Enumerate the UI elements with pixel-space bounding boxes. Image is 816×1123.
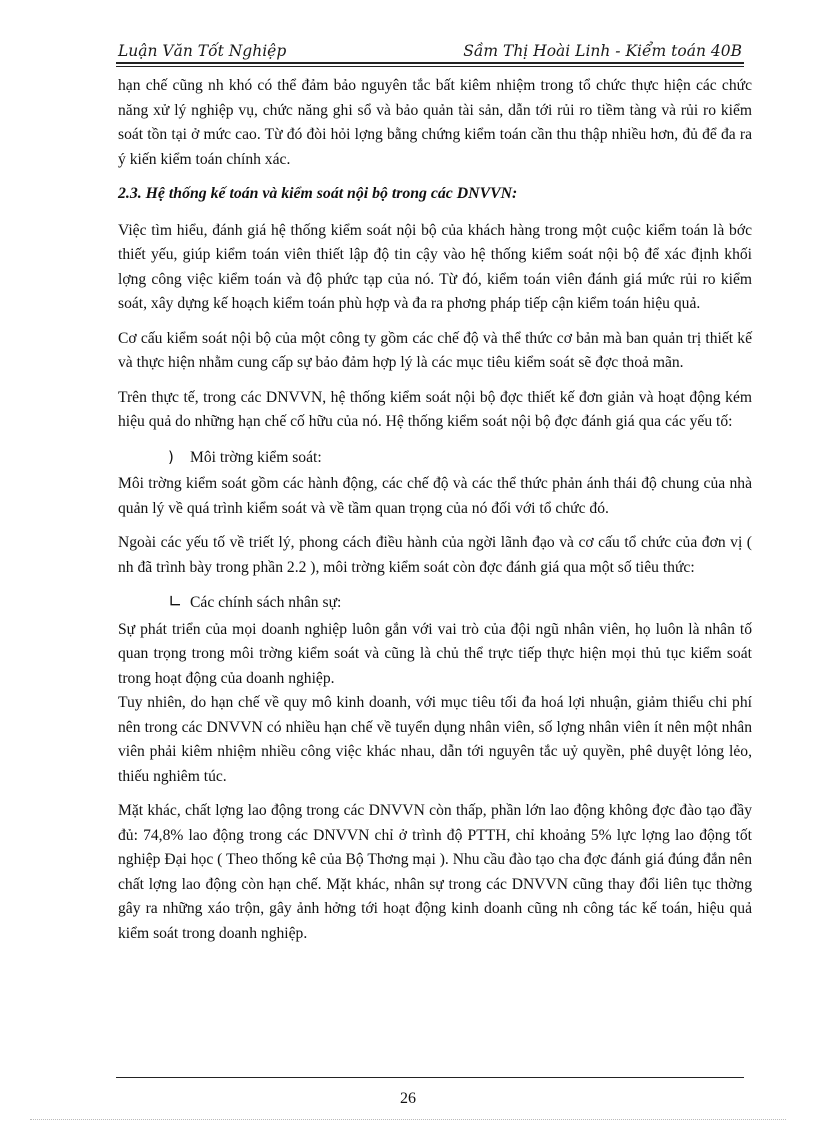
- bullet-hr-policies: [168, 590, 752, 616]
- header-right-author: Sầm Thị Hoài Linh - Kiểm toán 40B: [463, 42, 742, 60]
- paragraph-7: Tuy nhiên, do hạn chế về quy mô kinh doanh, với mục tiêu tối đa hoá lợi nhuận, giảm thiểu chi phí nên trong các DNVVN có nhiều hạn chế về tuyển dụng nhân viên, số lợng nhân viên ít nên một nhân viên phải kiêm nhiệm nhiều công việc khác nhau, dẫn tới nguyên tắc uỷ quyền, phê duyệt lỏng lẻo, thiếu nghiêm túc.: [118, 694, 752, 785]
- paragraph-4: Môi trờng kiểm soát gồm các hành động, các chế độ và các thể thức phản ánh thái độ chung của nhà quản lý về quá trình kiểm soát và về tầm quan trọng của nó đối với tổ chức đó.: [118, 475, 752, 517]
- header-left-title: Luận Văn Tốt Nghiệp: [118, 42, 287, 60]
- paragraph-2: Cơ cấu kiểm soát nội bộ của một công ty gồm các chế độ và thể thức cơ bản mà ban quản trị thiết kế và thực hiện nhằm cung cấp sự bảo đảm hợp lý là các mục tiêu kiểm soát sẽ đợc thoả mãn.: [118, 329, 752, 371]
- page-number: 26: [400, 1090, 416, 1107]
- paragraph-6: Sự phát triển của mọi doanh nghiệp luôn gắn với vai trò của đội ngũ nhân viên, họ luôn là nhân tố quan trọng trong môi trờng kiểm soát và cũng là chủ thể trực tiếp thực hiện mọi thủ tục kiểm soát trong hoạt động của doanh nghiệp.: [118, 620, 752, 687]
- page-header: [118, 38, 742, 60]
- paragraph-8: Mặt khác, chất lợng lao động trong các DNVVN còn thấp, phần lớn lao động không đợc đào tạo đầy đủ: 74,8% lao động trong các DNVVN chỉ ở trình độ PTTH, chỉ khoảng 5% lực lợng lao động tốt nghiệp Đại học ( Theo thống kê của Bộ Thơng mại ). Nhu cầu đào tạo cha đợc đánh giá đúng đắn nên chất lợng lao động còn hạn chế. Mặt khác, nhân sự trong các DNVVN cũng thay đổi liên tục thờng gây ra những xáo trộn, gây ảnh hởng tới hoạt động kinh doanh cũng nh công tác kế toán, hiệu quả kiểm soát trong doanh nghiệp.: [118, 802, 752, 942]
- paragraph-5: Ngoài các yếu tố về triết lý, phong cách điều hành của ngời lãnh đạo và cơ cấu tổ chức của đơn vị ( nh đã trình bày trong phần 2.2 ), môi trờng kiểm soát còn đợc đánh giá qua một số tiêu thức:: [118, 534, 752, 576]
- document-body: [118, 74, 752, 956]
- bullet-control-environment: [168, 445, 752, 471]
- header-rule-thick: [116, 62, 744, 64]
- bullet-label: Các chính sách nhân sự:: [190, 594, 342, 611]
- bullet-paren-icon: ): [168, 447, 174, 466]
- header-rule-thin: [116, 66, 744, 67]
- bullet-corner-icon: ∟: [168, 592, 183, 612]
- paragraph-intro: hạn chế cũng nh khó có thể đảm bảo nguyên tắc bất kiêm nhiệm trong tổ chức thực hiện các chức năng xử lý nghiệp vụ, chức năng ghi sổ và bảo quản tài sản, dẫn tới rủi ro tiềm tàng và rủi ro kiểm soát tồn tại ở mức cao. Từ đó đòi hỏi lợng bằng chứng kiểm toán cần thu thập nhiều hơn, đủ để đa ra ý kiến kiểm toán chính xác.: [118, 77, 752, 168]
- page-bottom-dotted-line: [30, 1119, 786, 1120]
- paragraph-3: Trên thực tế, trong các DNVVN, hệ thống kiểm soát nội bộ đợc thiết kế đơn giản và hoạt động kém hiệu quả do những hạn chế cố hữu của nó. Hệ thống kiểm soát nội bộ đợc đánh giá qua các yếu tố:: [118, 388, 752, 430]
- section-heading: 2.3. Hệ thống kế toán và kiểm soát nội bộ trong các DNVVN:: [118, 185, 518, 202]
- bullet-label: Môi trờng kiểm soát:: [190, 448, 322, 466]
- paragraph-1: Việc tìm hiểu, đánh giá hệ thống kiểm soát nội bộ của khách hàng trong một cuộc kiểm toán là bớc thiết yếu, giúp kiểm toán viên thiết lập độ tin cậy vào hệ thống kiểm soát nội bộ để xác định khối lợng công việc kiểm toán và độ phức tạp của nó. Từ đó, kiểm toán viên đánh giá mức rủi ro kiểm soát, xây dựng kế hoạch kiểm toán phù hợp và đa ra phơng pháp tiếp cận kiểm toán hiệu quả.: [118, 221, 752, 312]
- footer-rule: [116, 1077, 744, 1078]
